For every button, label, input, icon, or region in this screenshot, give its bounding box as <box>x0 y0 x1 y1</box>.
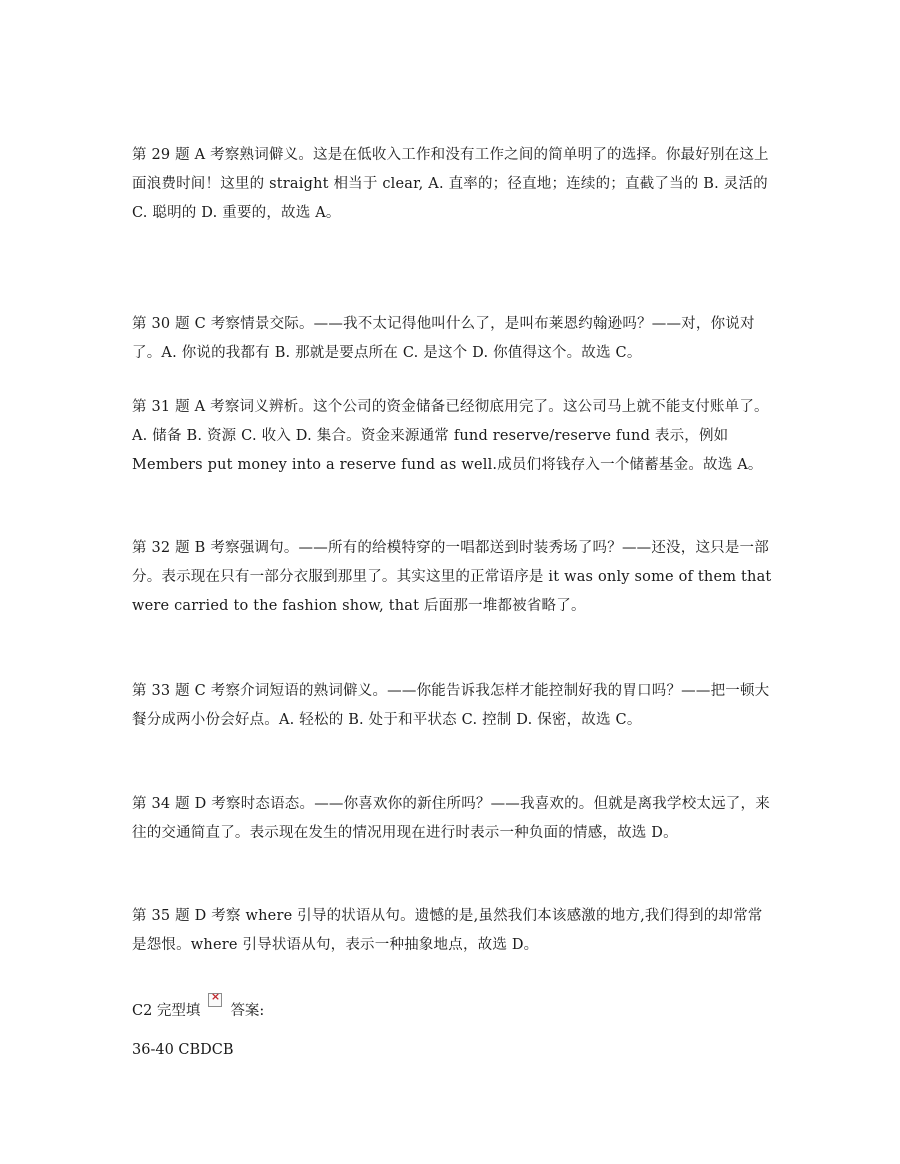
question-35-explanation: 第 35 题 D 考察 where 引导的状语从句。遗憾的是,虽然我们本该感激的地方,我们得到的却常常是怨恨。where 引导状语从句，表示一种抽象地点，故选 D。 <box>132 908 763 953</box>
question-34-explanation: 第 34 题 D 考察时态语态。——你喜欢你的新住所吗？——我喜欢的。但就是离我学校太远了，来往的交通简直了。表示现在发生的情况用现在进行时表示一种负面的情感，故选 D。 <box>132 796 770 841</box>
question-31-explanation: 第 31 题 A 考察词义辨析。这个公司的资金储备已经彻底用完了。这公司马上就不能支付账单了。A. 储备 B. 资源 C. 收入 D. 集合。资金来源通常 fund reserve/reserve fund 表示，例如 Members put money into a reserve fund as well.成员们将钱存入一个储蓄基金。故选 A。 <box>132 399 769 473</box>
section-title-before: C2 完型填 <box>132 1003 201 1019</box>
answers-36-40: 36-40 CBDCB <box>132 1042 234 1058</box>
broken-image-icon <box>208 993 222 1007</box>
question-32-explanation: 第 32 题 B 考察强调句。——所有的给模特穿的一唱都送到时装秀场了吗？——还没，这只是一部分。表示现在只有一部分衣服到那里了。其实这里的正常语序是 it was only some of them that were carried to the fashion show, that 后面那一堆都被省略了。 <box>132 540 772 614</box>
section-title-after: 答案: <box>230 1003 265 1019</box>
section-heading-c2 <box>132 995 264 1024</box>
question-30-explanation: 第 30 题 C 考察情景交际。——我不太记得他叫什么了，是叫布莱恩约翰逊吗？——对，你说对了。A. 你说的我都有 B. 那就是要点所在 C. 是这个 D. 你值得这个。故选 C。 <box>132 316 755 361</box>
question-33-explanation: 第 33 题 C 考察介词短语的熟词僻义。——你能告诉我怎样才能控制好我的胃口吗？——把一顿大餐分成两小份会好点。A. 轻松的 B. 处于和平状态 C. 控制 D. 保密，故选 C。 <box>132 683 770 728</box>
question-29-explanation: 第 29 题 A 考察熟词僻义。这是在低收入工作和没有工作之间的简单明了的选择。你最好别在这上面浪费时间！这里的 straight 相当于 clear, A. 直率的；径直地；连续的；直截了当的 B. 灵活的 C. 聪明的 D. 重要的，故选 A。 <box>132 147 769 221</box>
